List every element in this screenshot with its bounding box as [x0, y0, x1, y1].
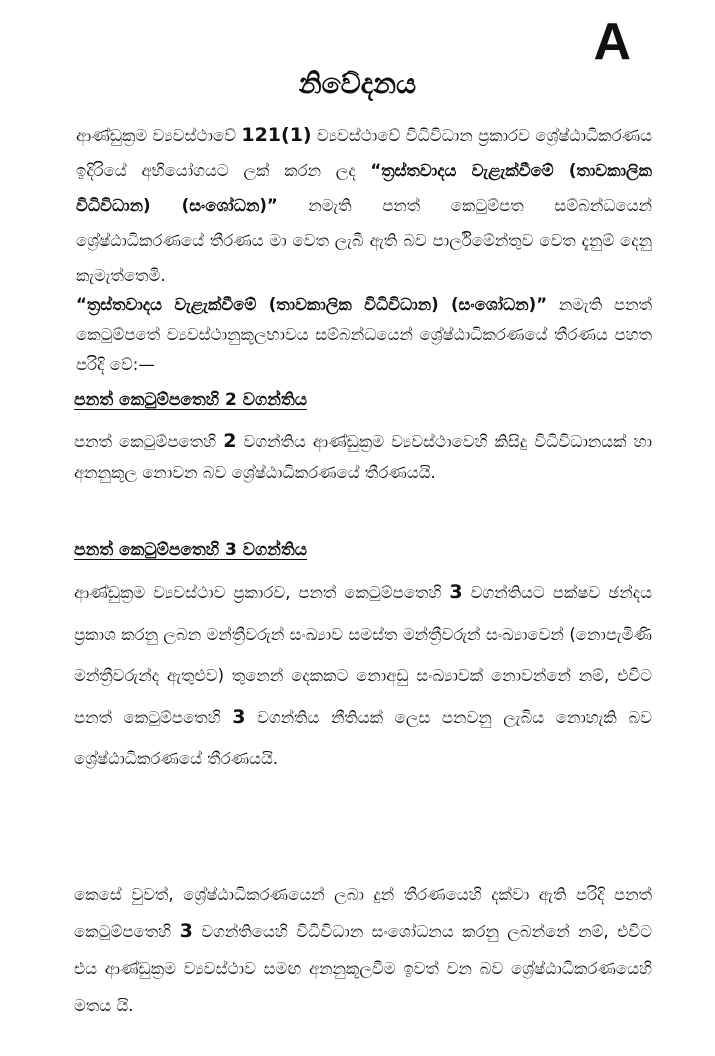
document-title: නිවේදනය: [298, 67, 417, 100]
final-paragraph: [74, 876, 652, 1024]
constitutionality-paragraph: [76, 290, 652, 380]
bill-title-2: “ත්‍රස්තවාදය වැළැක්වීමේ (තාවකාලික විධිවිධාන) (සංශෝධන)”: [76, 295, 548, 314]
section-3-paragraph: [74, 572, 652, 780]
final-clause-number: 3: [179, 920, 193, 942]
final-text-2: වගන්තියෙහි විධිවිධාන සංශෝධනය කරනු ලබන්නේ නම්, එවිට එය ආණ්ඩුක්‍රම ව්‍යවස්ථාව සමඟ අනනුකූලවීම ඉවත් වන බව ශ්‍රේෂ්ඨාධිකරණයෙහි මතය යි.: [74, 922, 652, 1015]
article-number: 121(1): [241, 124, 312, 146]
section-2-clause-number: 2: [223, 430, 237, 452]
constitutionality-text: නමැති පනත් කෙටුම්පතේ ව්‍යවස්ථානුකූලභාවය සම්බන්ධයෙන් ශ්‍රේෂ්ඨාධිකරණයේ තීරණය පහත පරිදි වේ:—: [76, 295, 652, 374]
section-3-heading: පනත් කෙටුම්පතෙහි 3 වගන්තිය: [74, 540, 308, 560]
section-2-heading: පනත් කෙටුම්පතෙහි 2 වගන්තිය: [74, 390, 308, 410]
intro-text-2: ව්‍යවස්ථාවේ විධිවිධාන ප්‍රකාරව ශ්‍රේෂ්ඨාධිකරණය ඉදිරියේ අභියෝගයට ලක් කරන ලද: [76, 126, 652, 180]
intro-paragraph: [76, 118, 652, 293]
section-3-text-2: වගන්තියට පක්ෂව ඡන්දය ප්‍රකාශ කරනු ලබන මන්ත්‍රීවරුන් සංඛ්‍යාව සමස්ත මන්ත්‍රීවරුන් සංඛ්‍යාවෙන් (නොපැමිණි මන්ත්‍රීවරුන්ද ඇතුළුව) තුනෙන් දෙකකට නොඅඩු සංඛ්‍යාවක් නොවන්නේ නම්, එවිට පනත් කෙටුම්පතෙහි: [74, 583, 652, 727]
section-3-clause-number: 3: [449, 581, 463, 603]
intro-text-3: නමැති පනත් කෙටුම්පත සම්බන්ධයෙන් ශ්‍රේෂ්ඨාධිකරණයේ තීරණය මා වෙත ලැබී ඇති බව පාර්ලිමේන්තුව වෙත දැනුම් දෙනු කැමැත්තෙමි.: [76, 196, 652, 285]
corner-letter: A: [593, 13, 631, 71]
final-text-1: කෙසේ වුවත්, ශ්‍රේෂ්ඨාධිකරණයෙන් ලබා දුන් තීරණයෙහි දක්වා ඇති පරිදි පනත් කෙටුම්පතෙහි: [74, 885, 652, 941]
intro-text-1: ආණ්ඩුක්‍රම ව්‍යවස්ථාවේ: [76, 126, 242, 145]
section-3-clause-number-2: 3: [232, 705, 246, 728]
section-3-text-3: වගන්තිය නීතියක් ලෙස පනවනු ලැබිය නොහැකි බව ශ්‍රේෂ්ඨාධිකරණයේ තීරණයයි.: [74, 707, 653, 768]
section-2-paragraph: [74, 426, 652, 488]
section-3-text-1: ආණ්ඩුක්‍රම ව්‍යවස්ථාව ප්‍රකාරව, පනත් කෙටුම්පතෙහි: [74, 583, 450, 602]
section-2-text-1: පනත් කෙටුම්පතෙහි: [74, 432, 224, 451]
section-2-text-2: වගන්තිය ආණ්ඩුක්‍රම ව්‍යවස්ථාවෙහි කිසිදු විධිවිධානයක් හා අනනුකූල නොවන බව ශ්‍රේෂ්ඨාධිකරණයේ තීරණයයි.: [74, 432, 653, 482]
bill-title: “ත්‍රස්තවාදය වැළැක්වීමේ (තාවකාලික විධිවිධාන) (සංශෝධන)”: [76, 161, 652, 215]
